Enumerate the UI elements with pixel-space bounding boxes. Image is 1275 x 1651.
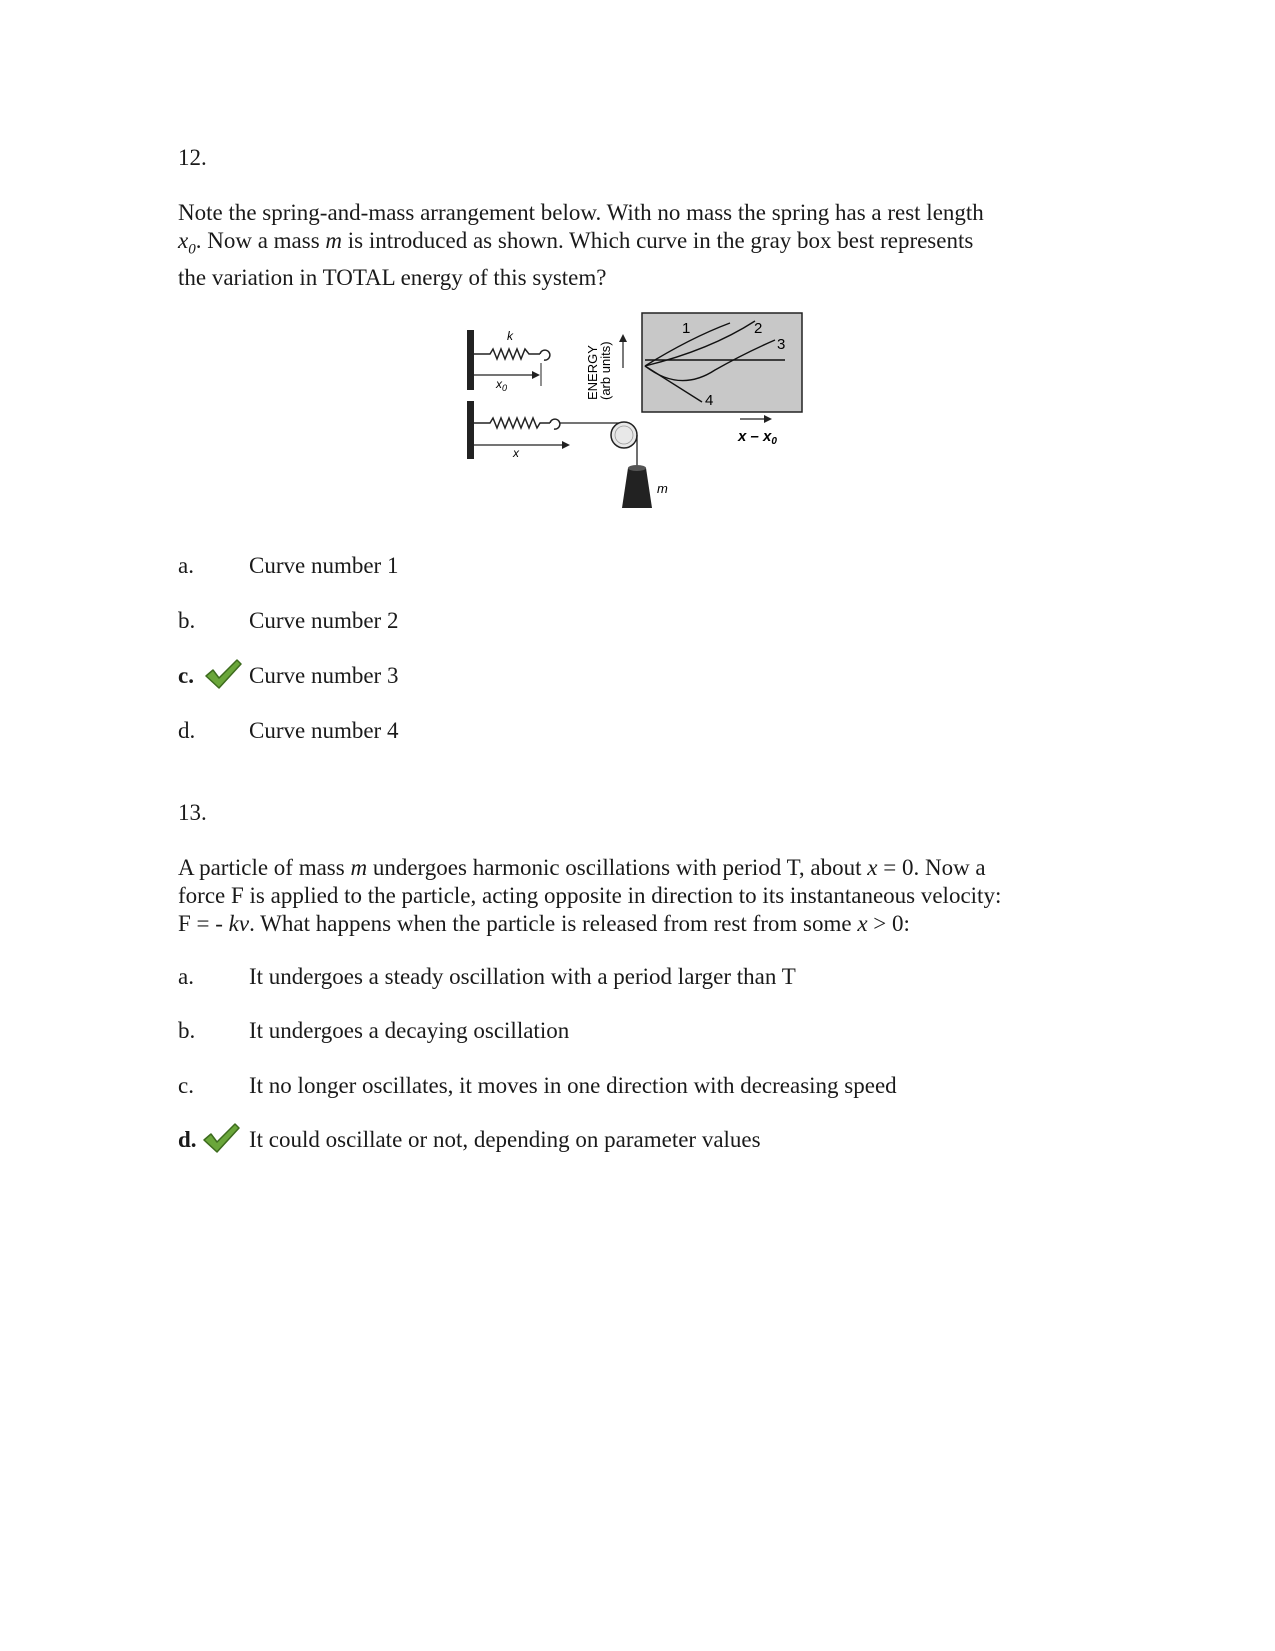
mass-label: m — [657, 481, 668, 496]
mass-symbol: m — [325, 228, 343, 253]
x-axis-arrowhead — [764, 415, 772, 423]
y-axis-arrowhead — [619, 334, 627, 342]
spring-mass-diagram — [460, 308, 820, 518]
curve-1-label: 1 — [682, 320, 691, 337]
question-12-stem-line1: Note the spring-and-mass arrangement below. With no mass the spring has a rest length — [178, 200, 984, 225]
extended-length-label: x — [513, 446, 519, 460]
lower-spring — [474, 418, 550, 428]
q13-option-a-text[interactable]: It undergoes a steady oscillation with a period larger than T — [249, 964, 796, 989]
question-12-number: 12. — [178, 145, 207, 170]
x-axis-label: x – $x_0$ — [738, 428, 777, 447]
upper-hook — [540, 350, 550, 360]
question-13-number: 13. — [178, 800, 207, 825]
question-13-stem-line3: F = - kv. What happens when the particle is released from rest from some x > 0: — [178, 911, 910, 936]
q13-option-b-letter: b. — [178, 1018, 196, 1043]
lower-hook — [550, 419, 560, 429]
stem-fragment: . Now a mass — [195, 228, 326, 253]
question-13-stem-line2: force F is applied to the particle, acting opposite in direction to its instantaneous velocity: — [178, 883, 1002, 908]
y-axis-label-line2: (arb units) — [598, 341, 613, 400]
correct-check-icon — [204, 658, 242, 690]
x0-symbol: x — [178, 228, 189, 253]
q12-option-a-letter: a. — [178, 553, 194, 578]
energy-graph-box — [642, 313, 802, 412]
question-12-stem-line2 — [178, 227, 1058, 264]
q12-option-c-letter: c. — [178, 663, 194, 688]
q13-option-b-text[interactable]: It undergoes a decaying oscillation — [249, 1018, 570, 1043]
y-axis-label-line1: ENERGY — [585, 345, 600, 400]
spring-constant-label: k — [507, 329, 513, 343]
mass-top — [628, 465, 646, 471]
q13-option-a-letter: a. — [178, 964, 194, 989]
q13-option-d-text[interactable]: It could oscillate or not, depending on parameter values — [249, 1127, 761, 1152]
q12-option-d-text[interactable]: Curve number 4 — [249, 718, 399, 743]
stem-fragment: is introduced as shown. Which curve in the gray box best represents — [342, 228, 974, 253]
extended-length-arrowhead — [562, 441, 570, 449]
x0-subscript: 0 — [188, 241, 196, 258]
question-13-stem — [178, 854, 1078, 938]
q12-option-b-text[interactable]: Curve number 2 — [249, 608, 399, 633]
upper-spring — [474, 349, 540, 359]
question-12-stem — [178, 199, 1058, 292]
q12-option-b-letter: b. — [178, 608, 196, 633]
curve-3-label: 3 — [777, 336, 786, 353]
question-13-stem-line1: A particle of mass m undergoes harmonic oscillations with period T, about x = 0. Now a — [178, 855, 986, 880]
q12-option-d-letter: d. — [178, 718, 196, 743]
correct-check-icon — [202, 1122, 240, 1154]
hanging-mass — [622, 468, 652, 508]
rest-length-arrowhead — [532, 371, 540, 379]
curve-2-label: 2 — [754, 320, 763, 337]
q13-option-d-letter: d. — [178, 1127, 197, 1152]
q13-option-c-letter: c. — [178, 1073, 194, 1098]
q13-option-c-text[interactable]: It no longer oscillates, it moves in one direction with decreasing speed — [249, 1073, 897, 1098]
question-12-stem-line3: the variation in TOTAL energy of this system? — [178, 264, 607, 290]
curve-4-label: 4 — [705, 392, 714, 409]
lower-wall — [467, 401, 474, 459]
q12-option-a-text[interactable]: Curve number 1 — [249, 553, 399, 578]
q12-option-c-text[interactable]: Curve number 3 — [249, 663, 399, 688]
upper-wall — [467, 330, 474, 390]
rest-length-label: $x_0$ — [496, 377, 508, 393]
